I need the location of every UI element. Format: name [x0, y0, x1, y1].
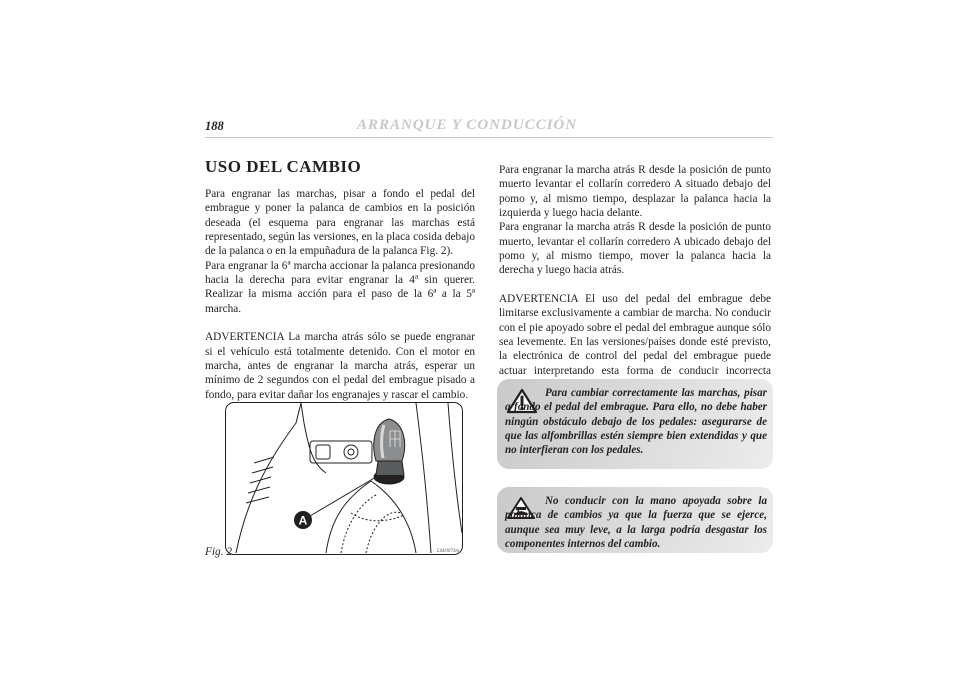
section-title: USO DEL CAMBIO	[205, 157, 362, 176]
warning-text	[505, 386, 767, 457]
right-column	[499, 163, 771, 393]
left-column	[205, 187, 475, 402]
paragraph: Para engranar la marcha atrás R desde la posición de punto muerto levantar el collarín corredero A situado debajo del pomo y, al mismo tiempo, desplazar la palanca hacia la izquierda y luego hacia delante.	[499, 164, 771, 220]
header-rule	[205, 137, 773, 138]
running-header: ARRANQUE Y CONDUCCIÓN	[357, 117, 578, 133]
figure-caption: Fig. 2	[205, 546, 232, 558]
warning-text-content: Para cambiar correctamente las marchas, pisar a fondo el pedal del embrague. Para ello, no debe haber ningún obstáculo debajo de los pedales: asegurarse de que las alfombrillas estén siempre bien extendidas y que no interfieran con los pedales.	[505, 387, 767, 457]
paragraph: Para engranar las marchas, pisar a fondo el pedal del embrague y poner la palanca de cambios en la posición deseada (el esquema para engranar las marchas está representado, según las versiones, en la placa cosida debajo de la palanca o en la empuñadura de la palanca Fig. 2).	[205, 188, 475, 258]
caution-box	[497, 487, 773, 553]
gear-lever-illustration	[226, 403, 462, 554]
warning-box	[497, 379, 773, 469]
callout-label: A	[298, 513, 308, 528]
page-number: 188	[205, 119, 224, 133]
figure-code: L0E0073m	[437, 549, 459, 554]
paragraph: ADVERTENCIA La marcha atrás sólo se puede engranar si el vehículo está totalmente detenido. Con el motor en marcha, antes de engranar la marcha atrás, esperar un mínimo de 2 segundos con el pedal del embrague pisado a fondo, para evitar dañar los engranajes y rascar el cambio.	[205, 331, 475, 401]
paragraph: ADVERTENCIA El uso del pedal del embrague debe limitarse exclusivamente a cambiar de marcha. No conducir con el pie apoyado sobre el pedal del embrague aunque sólo sea levemente. En las versiones/países donde esté previsto, la electrónica de control del pedal del embrague puede actuar interpretando esta forma de conducir incorrecta	[499, 293, 771, 377]
gear-lever-figure	[225, 402, 463, 555]
caution-text	[505, 494, 767, 551]
caution-text-content: No conducir con la mano apoyada sobre la palanca de cambios ya que la fuerza que se ejerce, aunque sea muy leve, a la larga podría desgastar los componentes internos del cambio.	[505, 495, 767, 550]
paragraph: Para engranar la 6ª marcha accionar la palanca presionando hacia la derecha para evitar engranar la 4ª sin querer. Realizar la misma acción para el paso de la 6ª a la 5ª marcha.	[205, 259, 475, 315]
paragraph: Para engranar la marcha atrás R desde la posición de punto muerto, levantar el collarín corredero A ubicado debajo del pomo y, al mismo tiempo, mover la palanca hacia la derecha y luego hacia atrás.	[499, 221, 771, 277]
